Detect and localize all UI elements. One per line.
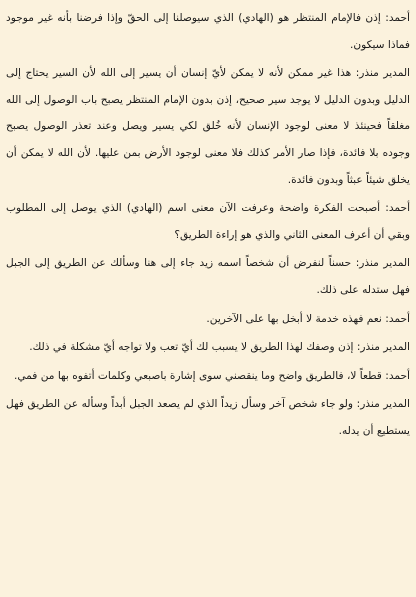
speech-text: نعم فهذه خدمة لا أبخل بها على الآخرين. xyxy=(206,312,382,325)
speaker-name: أحمد: xyxy=(385,202,411,215)
dialogue-text xyxy=(6,5,410,445)
dialogue-paragraph xyxy=(6,60,410,193)
dialogue-paragraph xyxy=(6,250,410,303)
speech-text: أصبحت الفكرة واضحة وعرفت الآن معنى اسم (الهادي) الذي يوصل إلى المطلوب وبقي أن أعرف المعنى الثاني والذي هو إراءة الطريق؟ xyxy=(6,202,410,241)
speech-text: هذا غير ممكن لأنه لا يمكن لأيّ إنسان أن يسير إلى الله لأن السير يحتاج إلى الدليل وبدون الدليل لا يوجد سير صحيح، إذن بدون الإمام المنتظر يصبح باب الوصول إلى الله مغلقاً فحينئذ لا معنى لوجود الإنسان لأنه خُلق لكي يسير ويصل وعند تعذر الوصول يصبح وجوده بلا فائدة، فإذا صار الأمر كذلك فلا معنى لوجود الأرض بمن عليها. لأن الله لا يمكن أن يخلق شيئاً عبثاً وبدون فائدة. xyxy=(6,67,410,186)
speaker-name: أحمد: xyxy=(385,12,410,24)
speech-text: إذن وصفك لهذا الطريق لا يسبب لك أيّ تعب ولا تواجه أيّ مشكلة في ذلك. xyxy=(29,341,354,354)
speaker-name: المدير منذر: xyxy=(355,67,410,80)
dialogue-paragraph xyxy=(6,5,410,58)
speaker-name: المدير منذر: xyxy=(355,257,411,270)
speech-text: ولو جاء شخص آخر وسأل زيداً الذي لم يصعد الجبل أبداً وسأله عن الطريق فهل يستطيع أن يدله. xyxy=(6,398,410,437)
speech-text: حسناً لنفرض أن شخصاً اسمه زيد جاء إلى هنا وسألك عن الطريق إلى الجبل فهل ستدله على ذلك. xyxy=(6,257,410,296)
dialogue-paragraph xyxy=(6,391,410,444)
dialogue-paragraph xyxy=(6,363,410,390)
speech-text: إذن فالإمام المنتظر هو (الهادي) الذي سيوصلنا إلى الحقّ وإذا فرضنا بأنه غير موجود فماذا سيكون. xyxy=(6,12,410,51)
dialogue-paragraph xyxy=(6,306,410,333)
speaker-name: أحمد: xyxy=(385,369,410,382)
speaker-name: المدير منذر: xyxy=(356,341,410,354)
dialogue-paragraph xyxy=(6,195,410,248)
speech-text: قطعاً لا، فالطريق واضح وما ينقصني سوى إشارة باصبعي وكلمات أتفوه بها من فمي. xyxy=(13,369,382,382)
speaker-name: المدير منذر: xyxy=(356,398,410,411)
dialogue-paragraph xyxy=(6,334,410,361)
speaker-name: أحمد: xyxy=(385,312,410,325)
